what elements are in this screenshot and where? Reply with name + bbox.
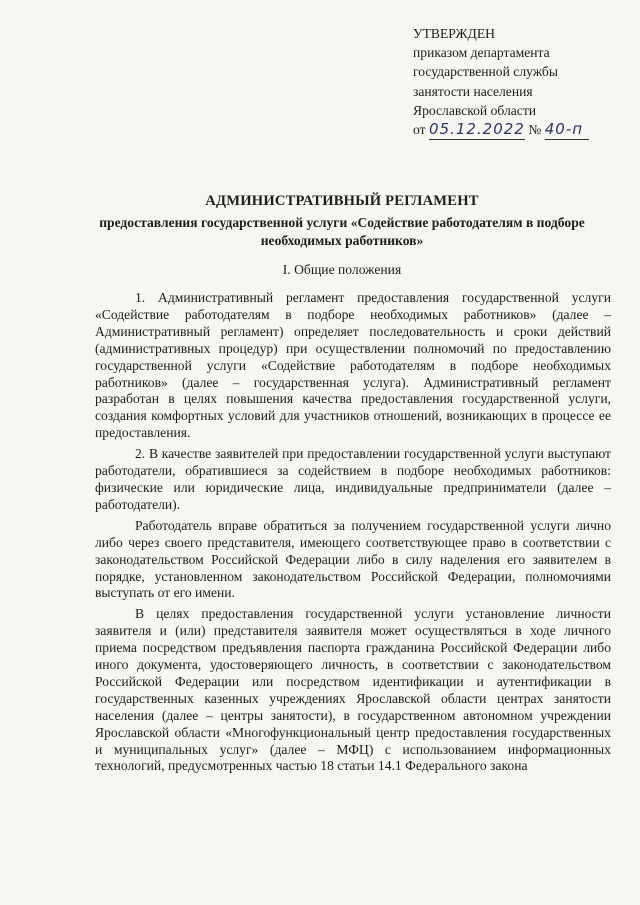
document-body bbox=[95, 290, 611, 779]
section-heading: I. Общие положения bbox=[282, 262, 402, 277]
date-prefix: от bbox=[413, 122, 426, 138]
handwritten-number: 40-п bbox=[545, 120, 589, 140]
approval-line: занятости населения bbox=[413, 83, 533, 99]
approval-date-number-line bbox=[413, 120, 589, 140]
paragraph: 1. Административный регламент предоставления государственной услуги «Содействие работодателям в подборе необходимых работников» (далее – Административный регламент) определяет последовательность и сроки действий (административных процедур) при осуществлении полномочий по предоставлению государственной услуги «Содействие работодателям в подборе необходимых работников» (далее – государственная услуга). Административный регламент разработан в целях повышения качества предоставления государственной услуги, создания комфортных условий для участников отношений, возникающих в процессе ее предоставления. bbox=[95, 290, 611, 441]
paragraph: Работодатель вправе обратиться за получением государственной услуги лично либо через своего представителя, имеющего соответствующее право в соответствии с законодательством Российской Федерации либо в силу наделения его заявителем в порядке, установленном законодательством Российской Федерации, полномочиями выступать от его имени. bbox=[95, 517, 611, 601]
number-prefix: № bbox=[528, 122, 542, 138]
approval-title: УТВЕРЖДЕН bbox=[413, 26, 495, 41]
handwritten-date: 05.12.2022 bbox=[429, 120, 525, 140]
approval-line: приказом департамента bbox=[413, 45, 550, 61]
approval-line: государственной службы bbox=[413, 64, 558, 80]
paragraph: 2. В качестве заявителей при предоставлении государственной услуги выступают работодатели, обратившиеся за содействием в подборе необходимых работников: физические или юридические лица, индивидуальные предприниматели (далее – работодатели). bbox=[95, 446, 611, 512]
document-title: АДМИНИСТРАТИВНЫЙ РЕГЛАМЕНТ bbox=[205, 193, 479, 209]
approval-stamp bbox=[413, 24, 589, 140]
document-subtitle: предоставления государственной услуги «Содействие работодателям в подборе необходимых работников» bbox=[99, 215, 585, 248]
approval-line: Ярославской области bbox=[413, 102, 537, 118]
paragraph: В целях предоставления государственной услуги установление личности заявителя и (или) представителя заявителя может осуществляться в ходе личного приема посредством предъявления паспорта гражданина Российской Федерации либо иного документа, удостоверяющего личность, в соответствии с законодательством Российской Федерации или посредством идентификации и аутентификации в государственных казенных учреждениях Ярославской области центрах занятости населения (далее – центры занятости), в государственном автономном учреждении Ярославской области «Многофункциональный центр предоставления государственных и муниципальных услуг» (далее – МФЦ) с использованием информационных технологий, предусмотренных частью 18 статьи 14.1 Федерального закона bbox=[95, 606, 611, 774]
